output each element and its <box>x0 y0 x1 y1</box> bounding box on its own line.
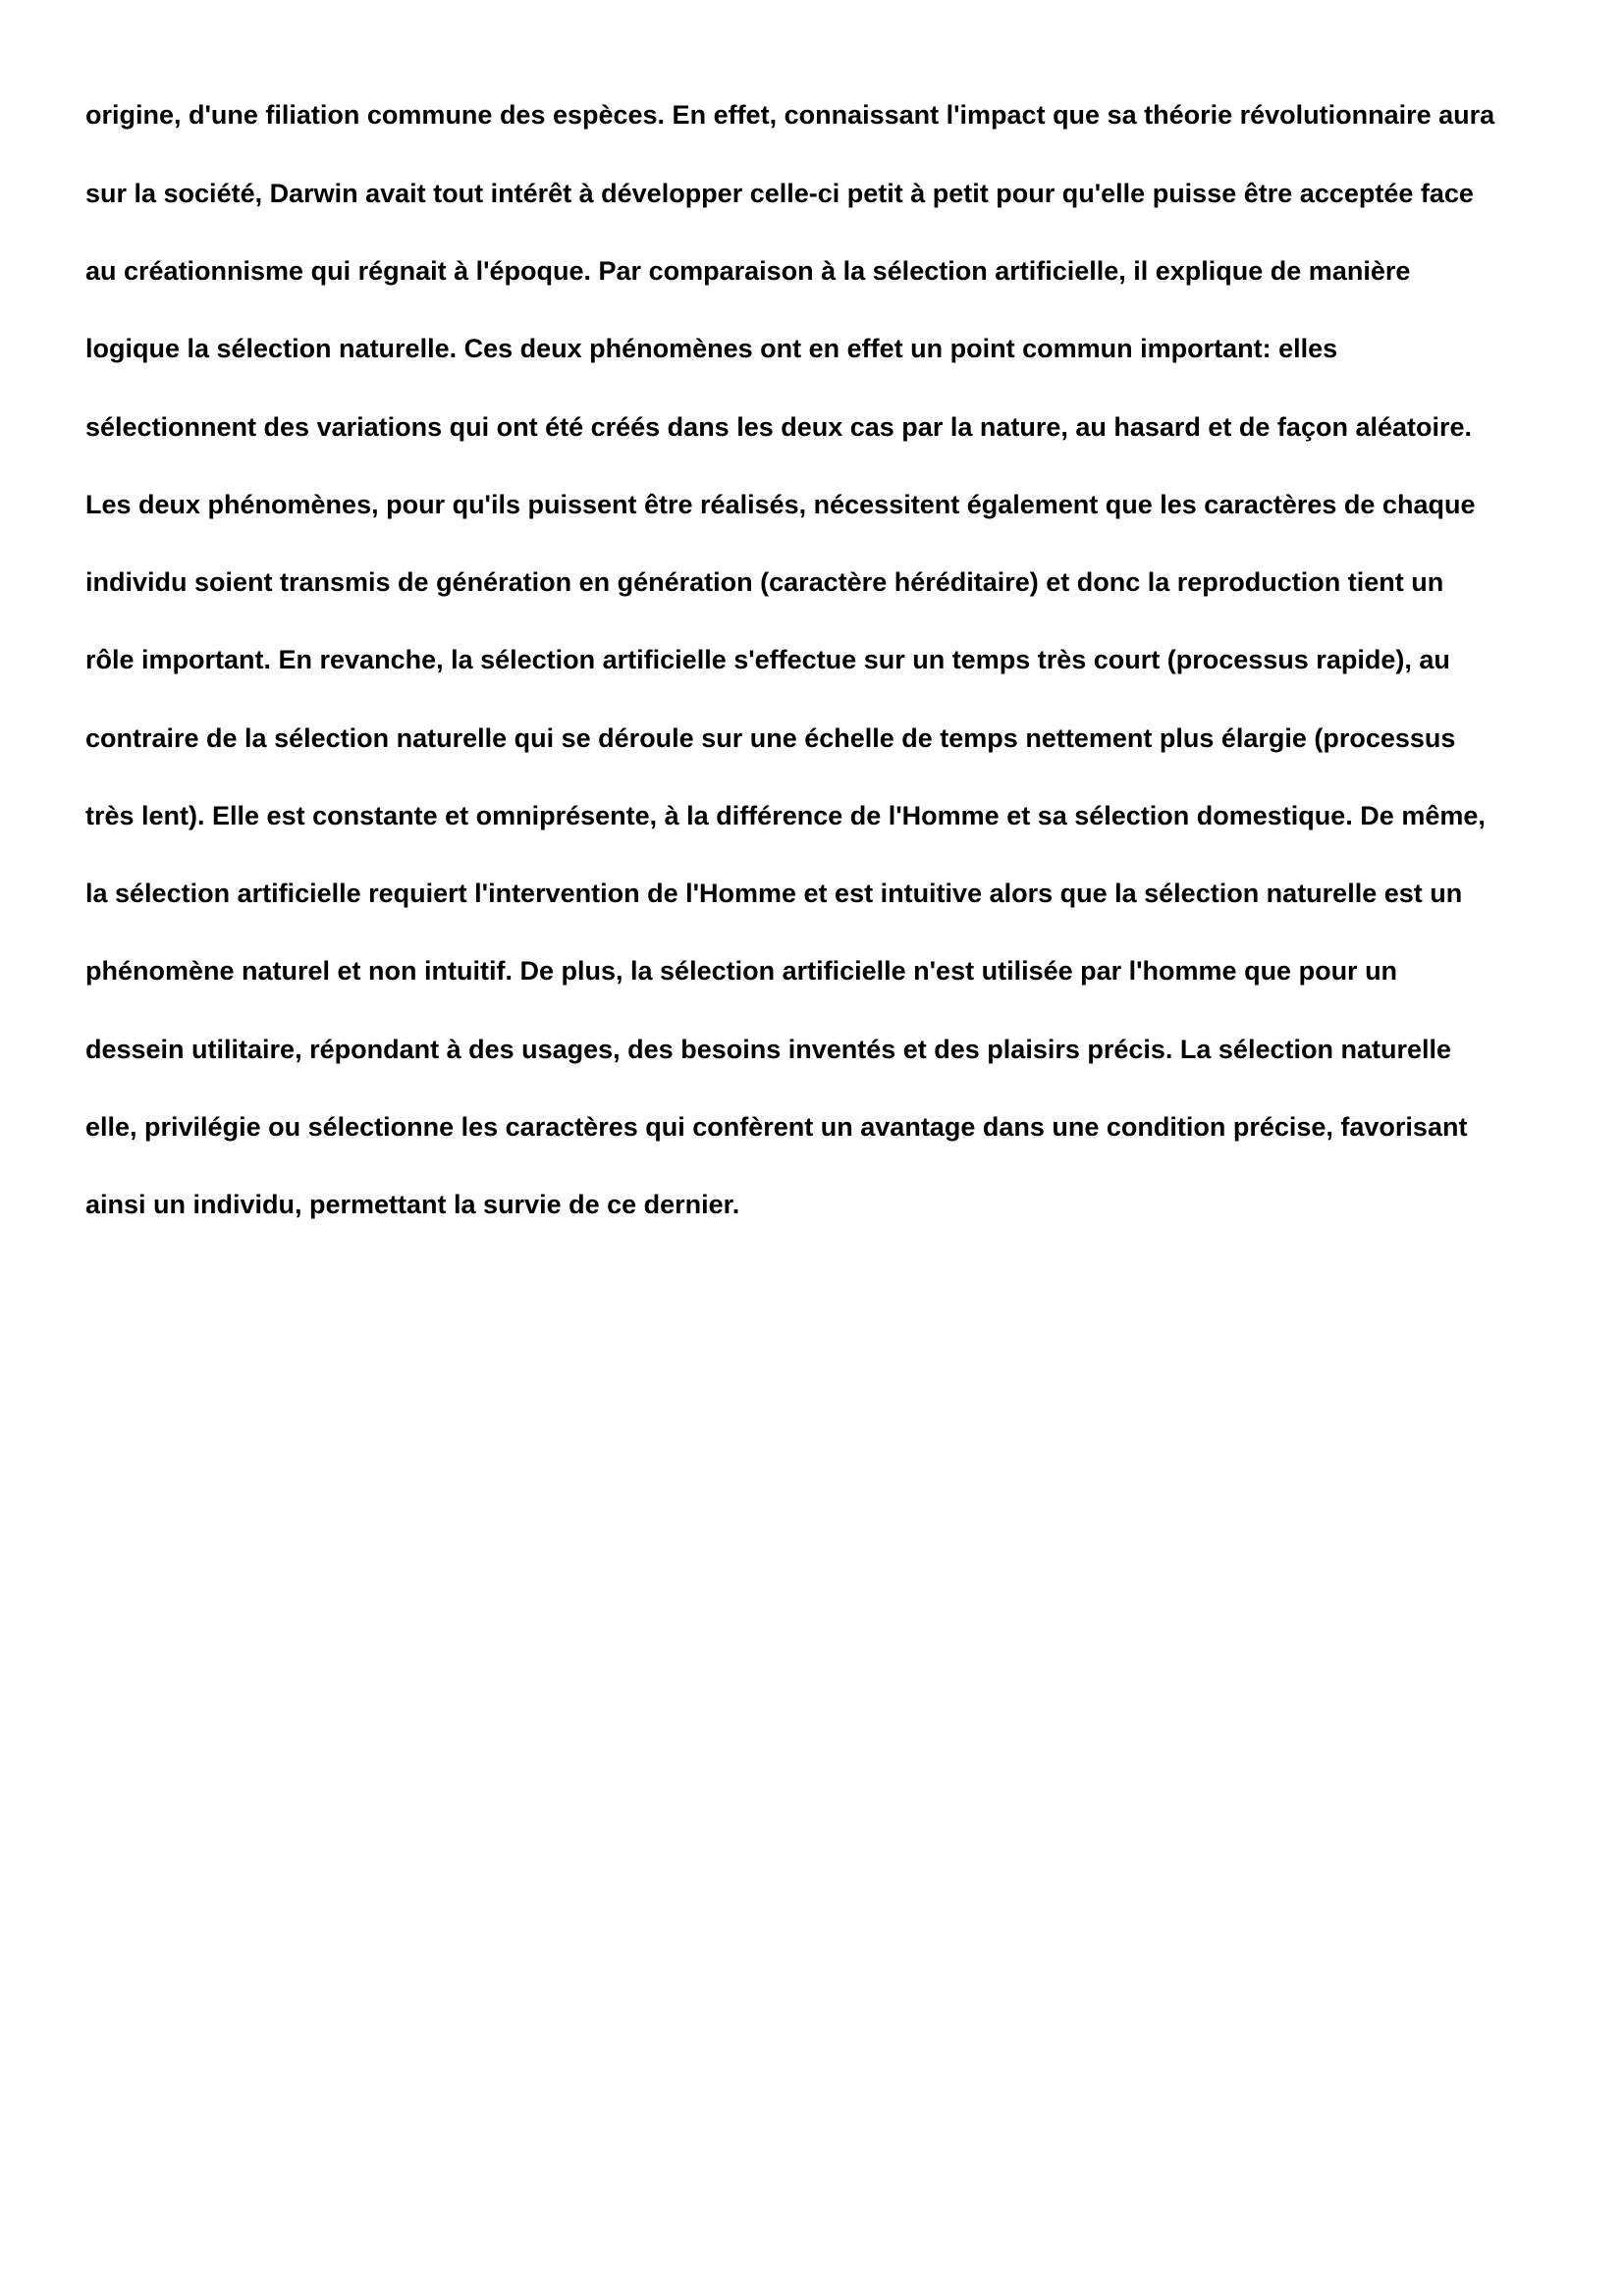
text-line: contraire de la sélection naturelle qui se déroule sur une échelle de temps nettement plus élargie (processus <box>85 723 1456 753</box>
text-line: au créationnisme qui régnait à l'époque. Par comparaison à la sélection artificielle, il explique de manière <box>85 256 1411 286</box>
text-line: dessein utilitaire, répondant à des usages, des besoins inventés et des plaisirs précis. La sélection naturelle <box>85 1035 1452 1064</box>
text-line: ainsi un individu, permettant la survie de ce dernier. <box>85 1190 740 1219</box>
text-line: origine, d'une filiation commune des espèces. En effet, connaissant l'impact que sa théorie révolutionnaire aura <box>85 100 1495 130</box>
text-line: rôle important. En revanche, la sélection artificielle s'effectue sur un temps très court (processus rapide), au <box>85 645 1450 674</box>
text-line: logique la sélection naturelle. Ces deux phénomènes ont en effet un point commun important: elles <box>85 334 1338 363</box>
text-line: très lent). Elle est constante et omniprésente, à la différence de l'Homme et sa sélection domestique. De même, <box>85 801 1486 830</box>
text-line: phénomène naturel et non intuitif. De plus, la sélection artificielle n'est utilisée par l'homme que pour un <box>85 956 1398 986</box>
text-line: individu soient transmis de génération en génération (caractère héréditaire) et donc la reproduction tient un <box>85 567 1444 597</box>
text-line: sélectionnent des variations qui ont été créés dans les deux cas par la nature, au hasard et de façon aléatoire. <box>85 412 1473 442</box>
text-line: sur la société, Darwin avait tout intérêt à développer celle-ci petit à petit pour qu'elle puisse être acceptée face <box>85 179 1474 208</box>
text-line: elle, privilégie ou sélectionne les caractères qui confèrent un avantage dans une condition précise, favorisant <box>85 1112 1468 1142</box>
text-line: Les deux phénomènes, pour qu'ils puissent être réalisés, nécessitent également que les caractères de chaque <box>85 490 1476 519</box>
text-line: la sélection artificielle requiert l'intervention de l'Homme et est intuitive alors que la sélection naturelle est un <box>85 879 1463 908</box>
